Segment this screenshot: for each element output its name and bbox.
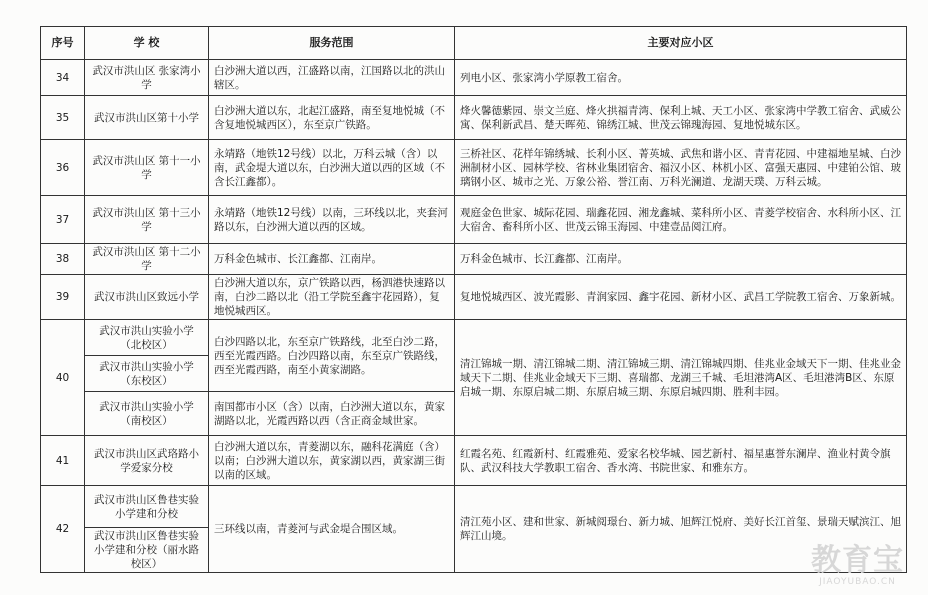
school-name: 武汉市洪山区致远小学	[85, 275, 209, 320]
watermark-logo	[811, 545, 904, 587]
service-scope: 白沙四路以北，东至京广铁路线，北至白沙二路，西至光霞西路。白沙四路以南，东至京广铁路线，西至光霞西路，南至小黄家湖路。	[209, 320, 455, 392]
header-no: 序号	[41, 27, 85, 60]
service-scope: 白沙洲大道以东，京广铁路以西，杨泗港快速路以南，白沙二路以北（沿工学院至鑫宇花园路），复地悦城西区。	[209, 275, 455, 320]
school-name: 武汉市洪山区鲁巷实验小学建和分校	[85, 486, 209, 528]
school-name: 武汉市洪山区第十小学	[85, 96, 209, 140]
table-row	[41, 140, 907, 196]
table-row	[41, 244, 907, 275]
row-number: 38	[41, 244, 85, 275]
table-row	[41, 486, 907, 528]
table-row	[41, 196, 907, 244]
row-number: 39	[41, 275, 85, 320]
service-scope: 永靖路（地铁12号线）以北，万科云城（含）以南，武金堤大道以东，白沙洲大道以西的区域（不含长江鑫都）。	[209, 140, 455, 196]
communities: 红霞名苑、红霞新村、红霞雅苑、爱家名校华城、园艺新村、福星惠誉东澜岸、渔业村黄令旗队、武汉科技大学教职工宿舍、香水湾、书院世家、和雅东方。	[455, 436, 907, 486]
school-name: 武汉市洪山实验小学（东校区）	[85, 356, 209, 392]
service-scope: 南国都市小区（含）以南，白沙洲大道以东，黄家湖路以北，光霞西路以西（含正商金域世家。	[209, 392, 455, 436]
service-scope: 白沙洲大道以东，青菱湖以东，融科花满庭（含）以南；白沙洲大道以东，黄家湖以西，黄家湖三街以南的区域。	[209, 436, 455, 486]
school-name: 武汉市洪山实验小学（北校区）	[85, 320, 209, 356]
school-name: 武汉市洪山区武珞路小学爱家分校	[85, 436, 209, 486]
communities: 清江苑小区、建和世家、新城阅璟台、新力城、旭辉江悦府、美好长江首玺、景瑞天赋滨江、旭辉江山境。	[455, 486, 907, 573]
table-row	[41, 275, 907, 320]
service-scope: 万科金色城市、长江鑫都、江南岸。	[209, 244, 455, 275]
school-name: 武汉市洪山区 第十一小学	[85, 140, 209, 196]
communities: 清江锦城一期、清江锦城二期、清江锦城三期、清江锦城四期、佳兆业金域天下一期、佳兆业金域天下二期、佳兆业金域天下三期、喜瑞都、龙湖三千城、毛坦港湾A区、毛坦港湾B区、东原启城一期、东原启城二期、东原启城三期、东原启城四期、胜利丰园。	[455, 320, 907, 436]
watermark-domain: JIAOYUBAO.CN	[819, 577, 896, 587]
service-scope: 白沙洲大道以东，北起江盛路，南至复地悦城（不含复地悦城西区），东至京广铁路。	[209, 96, 455, 140]
communities: 观庭金色世家、城际花园、瑞鑫花园、湘龙鑫城、菜科所小区、青菱学校宿舍、水科所小区、江大宿舍、畜科所小区、世茂云锦玉海园、中建壹品阅江府。	[455, 196, 907, 244]
communities: 烽火馨德紫园、崇文兰庭、烽火拱福青湾、保利上城、天工小区、张家湾中学教工宿舍、武威公寓、保利新武昌、楚天晖苑、锦绣江城、世茂云锦瑰海园、复地悦城东区。	[455, 96, 907, 140]
service-scope: 白沙洲大道以西，江盛路以南，江国路以北的洪山辖区。	[209, 60, 455, 96]
table-row	[41, 96, 907, 140]
row-number: 36	[41, 140, 85, 196]
school-name: 武汉市洪山区 第十三小学	[85, 196, 209, 244]
school-name: 武汉市洪山区鲁巷实验小学建和分校（丽水路校区）	[85, 528, 209, 573]
table-header-row	[41, 27, 907, 60]
service-scope: 三环线以南，青菱河与武金堤合围区域。	[209, 486, 455, 573]
communities: 复地悦城西区、波光霞影、青润家园、鑫宇花园、新材小区、武昌工学院教工宿舍、万象新城。	[455, 275, 907, 320]
header-communities: 主要对应小区	[455, 27, 907, 60]
communities: 列电小区、张家湾小学原教工宿舍。	[455, 60, 907, 96]
school-name: 武汉市洪山实验小学（南校区）	[85, 392, 209, 436]
communities: 万科金色城市、长江鑫都、江南岸。	[455, 244, 907, 275]
service-scope: 永靖路（地铁12号线）以南，三环线以北，夹套河路以东，白沙洲大道以西的区域。	[209, 196, 455, 244]
table-row	[41, 436, 907, 486]
school-name: 武汉市洪山区 第十二小学	[85, 244, 209, 275]
row-number: 34	[41, 60, 85, 96]
header-school: 学 校	[85, 27, 209, 60]
row-number: 41	[41, 436, 85, 486]
row-number: 40	[41, 320, 85, 436]
row-number: 37	[41, 196, 85, 244]
watermark-text: 教育宝	[811, 543, 904, 578]
table-row	[41, 320, 907, 356]
row-number: 35	[41, 96, 85, 140]
communities: 三桥社区、花样年锦绣城、长利小区、菁英城、武焦和谐小区、青青花园、中建福地星城、白沙洲制材小区、园林学校、省林业集团宿舍、福汉小区、林机小区、富强天惠园、中建铂公馆、玻璃钢小区、城市之光、万象公裕、誉江南、万科光澜道、龙湖天璞、万科云城。	[455, 140, 907, 196]
row-number: 42	[41, 486, 85, 573]
school-district-table	[40, 26, 907, 573]
school-name: 武汉市洪山区 张家湾小学	[85, 60, 209, 96]
table-row	[41, 60, 907, 96]
header-scope: 服务范围	[209, 27, 455, 60]
